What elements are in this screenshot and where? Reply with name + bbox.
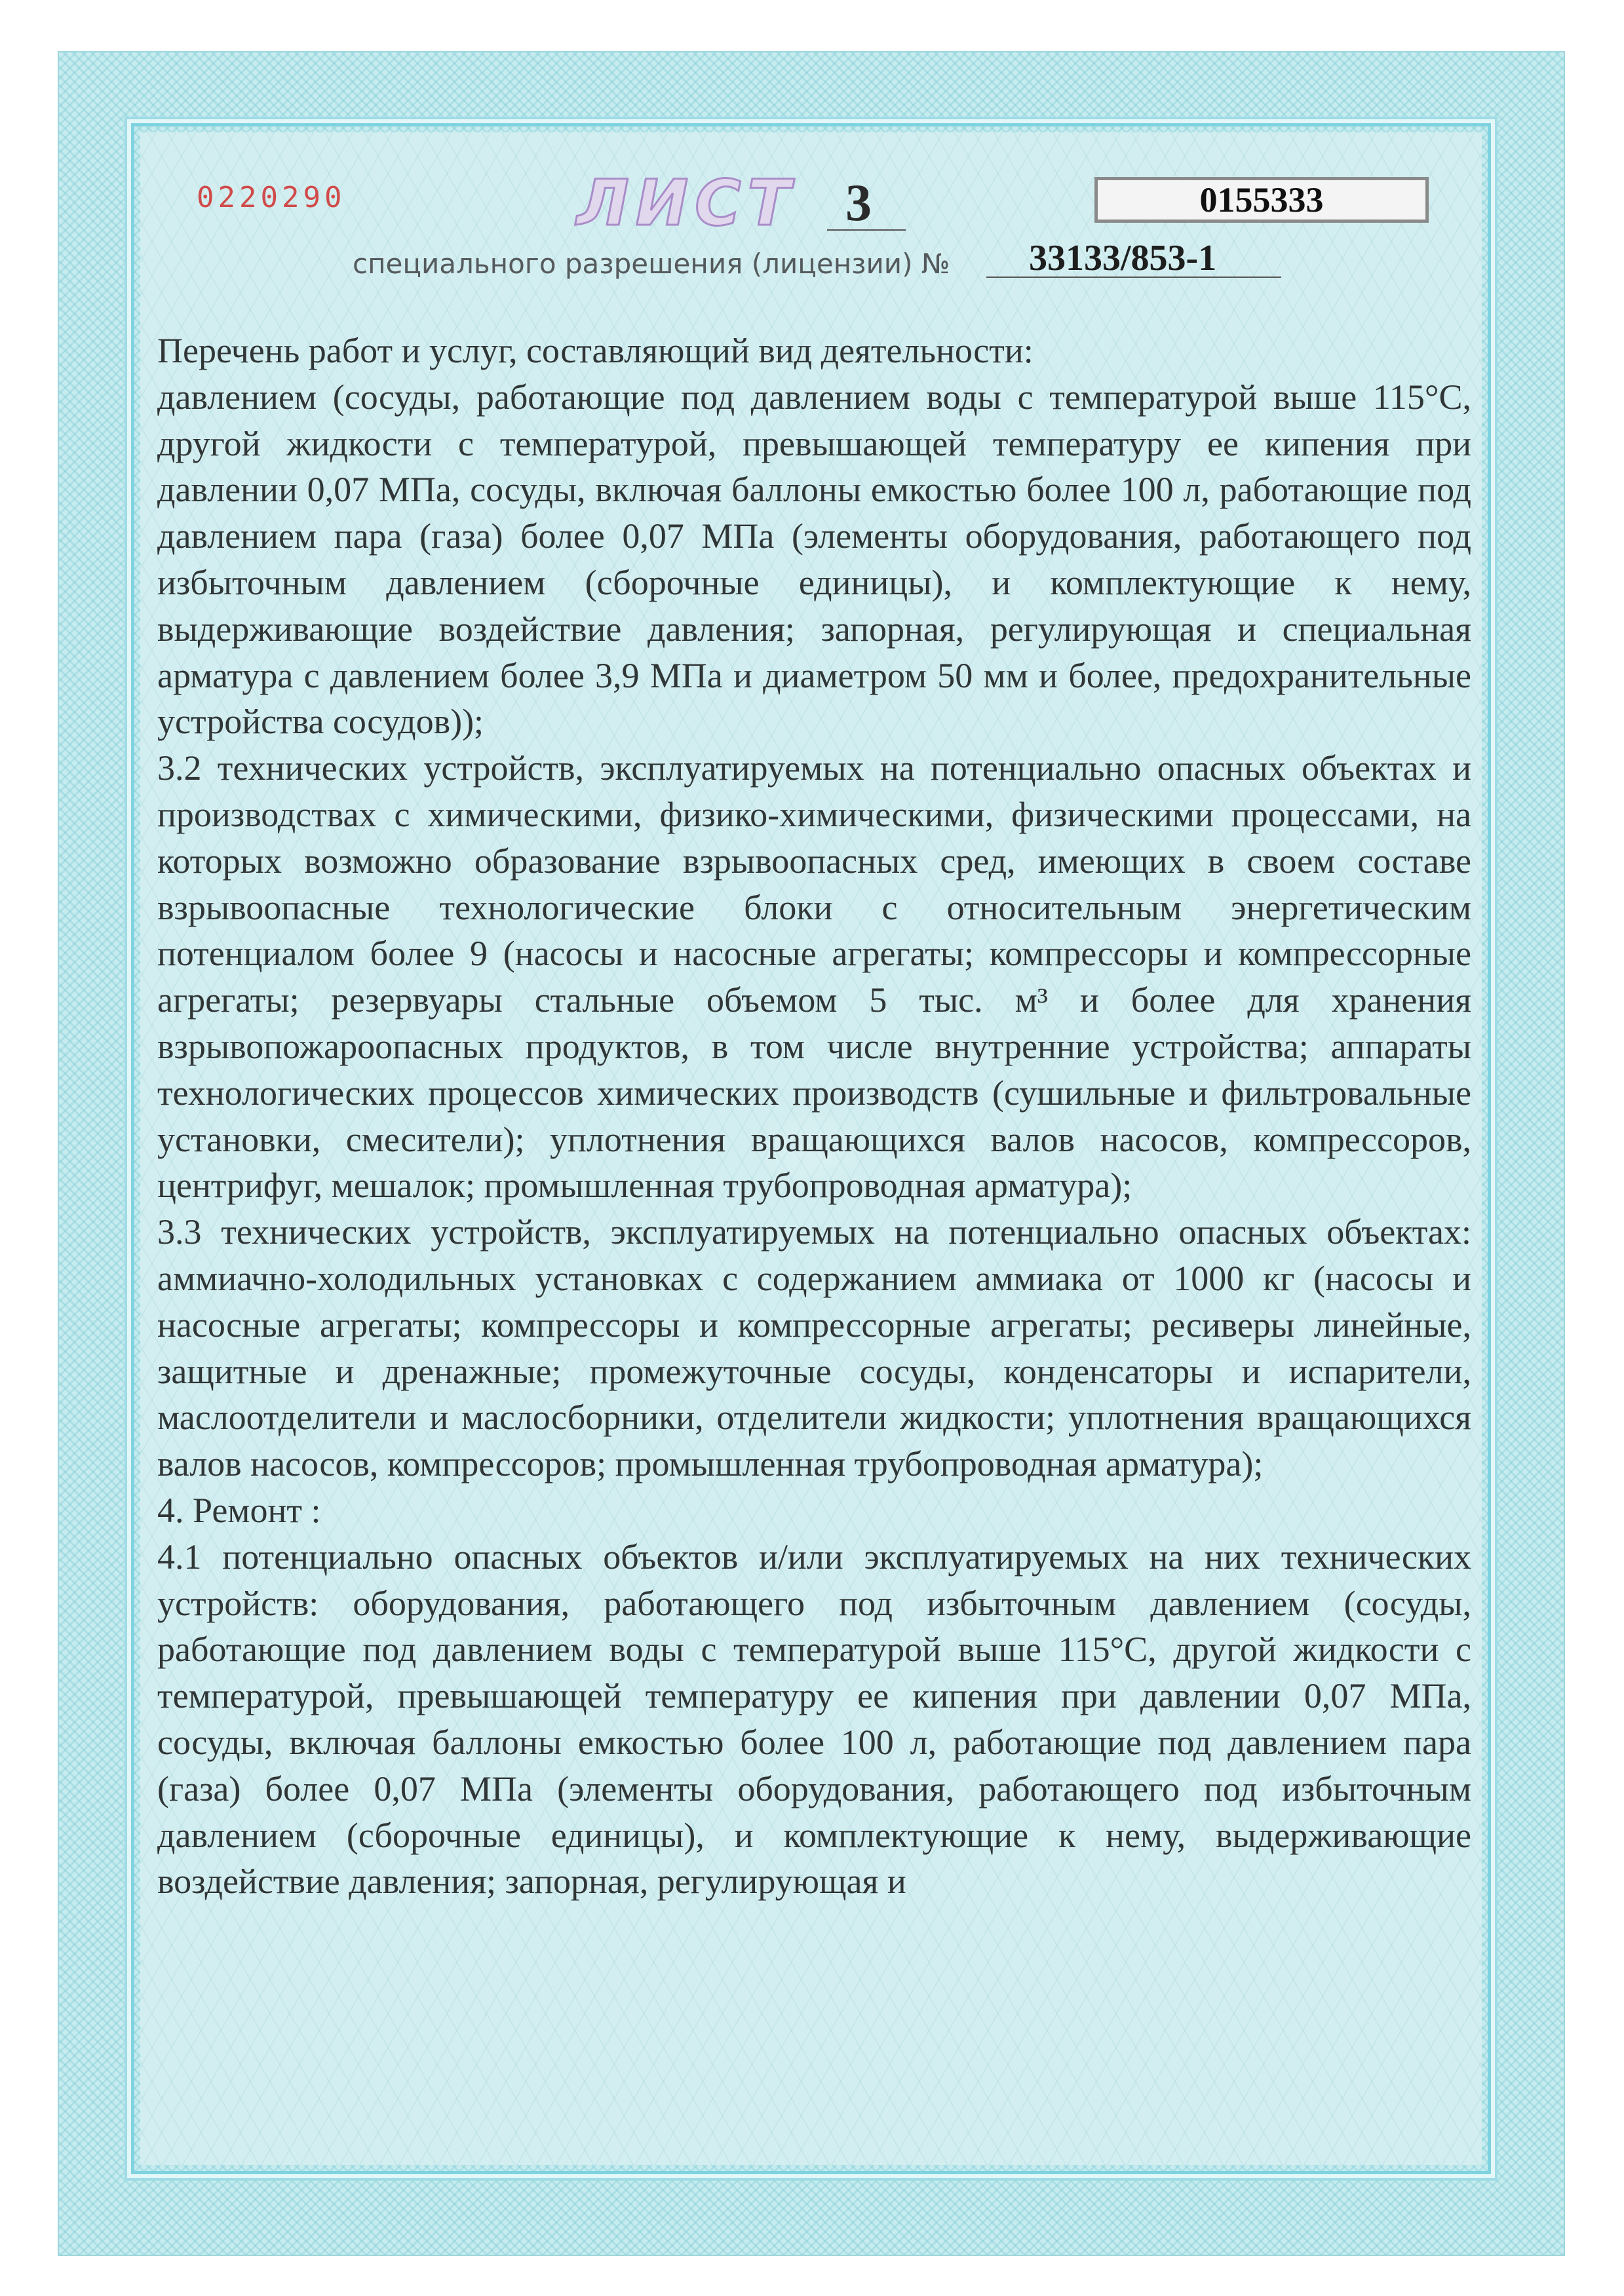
registration-number-box: 0155333	[1094, 177, 1429, 223]
body-heading: Перечень работ и услуг, составляющий вид деятельности:	[157, 331, 1034, 370]
page-title: ЛИСТ	[577, 166, 798, 240]
document-body	[157, 328, 1471, 1905]
sheet-number: 3	[845, 174, 872, 232]
license-number-underline	[986, 277, 1281, 278]
license-number: 33133/853-1	[1029, 238, 1217, 278]
serial-number: 0220290	[197, 181, 346, 214]
sheet-number-underline	[827, 229, 906, 231]
body-paragraph: 4.1 потенциально опасных объектов и/или эксплуатируемых на них технических устройств: оборудования, работающего под избыточным давлением (сосуды, работающие под давлением воды с температурой выше 115°С, другой жидкости с температурой, превышающей температуру ее кипения при давлении 0,07 МПа, сосуды, включая баллоны емкостью более 100 л, работающие под давлением пара (газа) более 0,07 МПа (элементы оборудования, работающего под избыточным давлением (сборочные единицы), и комплектующие к нему, выдерживающие воздействие давления; запорная, регулирующая и	[157, 1537, 1471, 1902]
body-paragraph: 3.3 технических устройств, эксплуатируемых на потенциально опасных объектах: аммиачно-холодильных установках с содержанием аммиака от 1000 кг (насосы и насосные агрегаты; компрессоры и компрессорные агрегаты; ресиверы линейные, защитные и дренажные; промежуточные сосуды, конденсаторы и испарители, маслоотделители и маслосборники, отделители жидкости; уплотнения вращающихся валов насосов, компрессоров; промышленная трубопроводная арматура);	[157, 1212, 1471, 1484]
license-subtitle: специального разрешения (лицензии) №	[353, 248, 950, 280]
section-heading: 4. Ремонт :	[157, 1490, 321, 1530]
body-paragraph: давлением (сосуды, работающие под давлением воды с температурой выше 115°С, другой жидкости с температурой, превышающей температуру ее кипения при давлении 0,07 МПа, сосуды, включая баллоны емкостью более 100 л, работающие под давлением пара (газа) более 0,07 МПа (элементы оборудования, работающего под избыточным давлением (сборочные единицы), и комплектующие к нему, выдерживающие воздействие давления; запорная, регулирующая и специальная арматура с давлением более 3,9 МПа и диаметром 50 мм и более, предохранительные устройства сосудов));	[157, 377, 1471, 742]
body-paragraph: 3.2 технических устройств, эксплуатируемых на потенциально опасных объектах и производствах с химическими, физико-химическими, физическими процессами, на которых возможно образование взрывоопасных сред, имеющих в своем составе взрывоопасные технологические блоки с относительным энергетическим потенциалом более 9 (насосы и насосные агрегаты; компрессоры и компрессорные агрегаты; резервуары стальные объемом 5 тыс. м³ и более для хранения взрывопожароопасных продуктов, в том числе внутренние устройства; аппараты технологических процессов химических производств (сушильные и фильтровальные установки, смесители); уплотнения вращающихся валов насосов, компрессоров, центрифуг, мешалок; промышленная трубопроводная арматура);	[157, 748, 1471, 1206]
